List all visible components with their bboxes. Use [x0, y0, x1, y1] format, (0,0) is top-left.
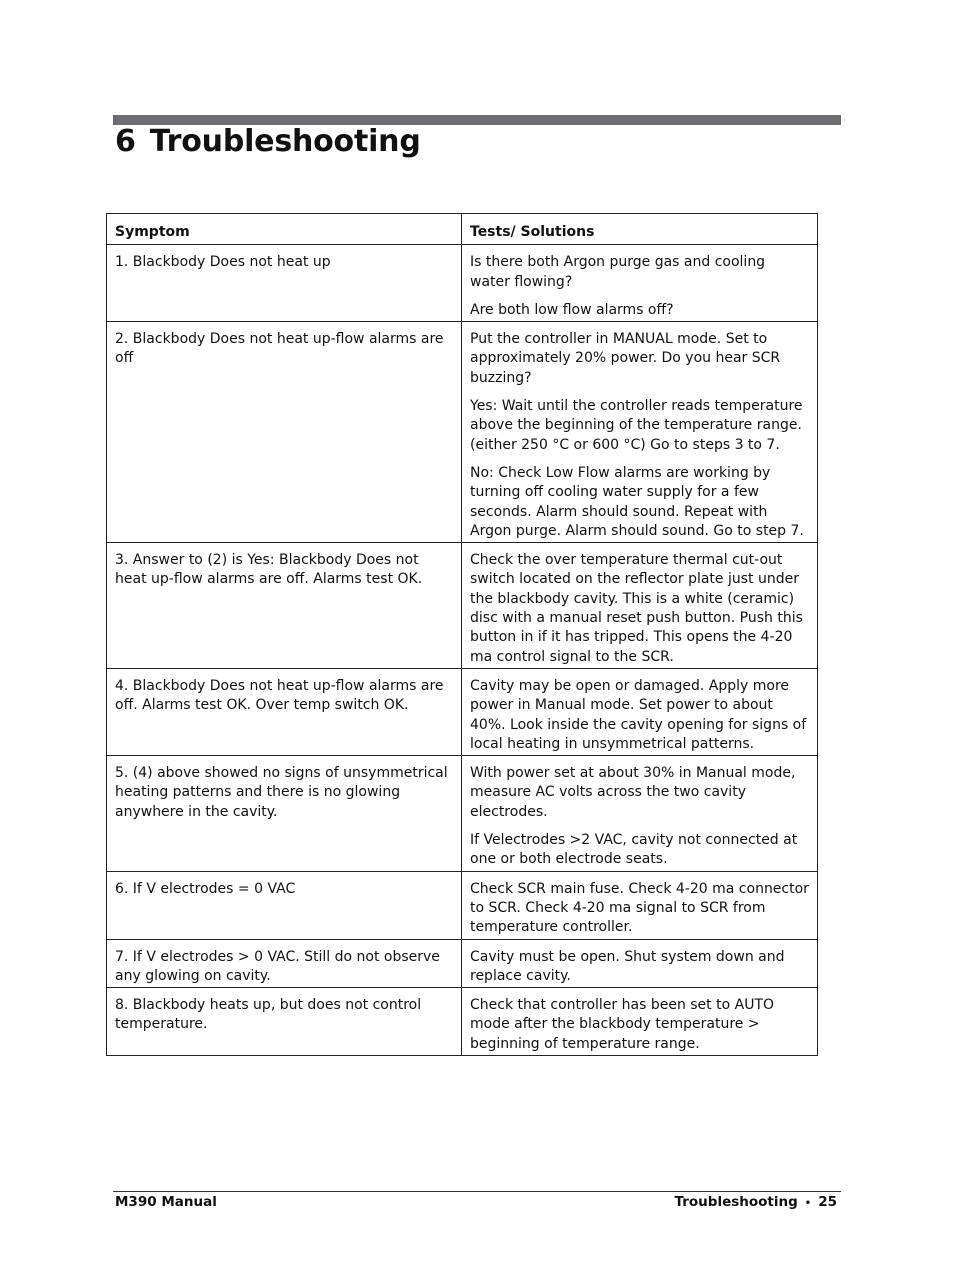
footer-page-info: [675, 1194, 837, 1210]
table-row: [107, 668, 818, 755]
solution-paragraph: Check that controller has been set to AUTO mode after the blackbody temperature > beginning of temperature range.: [470, 997, 775, 1052]
table-row: [107, 988, 818, 1056]
solution-cell: [462, 756, 818, 871]
solution-cell: [462, 668, 818, 755]
table-row: [107, 322, 818, 543]
solution-cell: [462, 322, 818, 543]
solution-paragraph: Yes: Wait until the controller reads temperature above the beginning of the temperature range. (either 250 °C or 600 °C) Go to steps 3 to 7.: [470, 398, 803, 453]
solution-paragraph: With power set at about 30% in Manual mode, measure AC volts across the two cavity electrodes.: [470, 765, 796, 820]
footer-rule: [113, 1191, 841, 1192]
solution-paragraph: No: Check Low Flow alarms are working by turning off cooling water supply for a few seconds. Alarm should sound. Repeat with Argon purge. Alarm should sound. Go to step 7.: [470, 464, 804, 539]
footer-manual-title: M390 Manual: [115, 1194, 217, 1210]
solution-paragraph: Check the over temperature thermal cut-out switch located on the reflector plate just under the blackbody cavity. This is a white (ceramic) disc with a manual reset push button. Push this button in if it has tripped. This opens the 4-20 ma control signal to the SCR.: [470, 552, 803, 665]
column-header-solutions: Tests/ Solutions: [462, 214, 818, 245]
table-body: [107, 245, 818, 1056]
table-row: [107, 543, 818, 669]
solution-paragraph: Put the controller in MANUAL mode. Set to approximately 20% power. Do you hear SCR buzzing?: [470, 331, 781, 386]
solution-paragraph: Cavity may be open or damaged. Apply more power in Manual mode. Set power to about 40%. Look inside the cavity opening for signs of local heating in unsymmetrical patterns.: [470, 677, 807, 752]
table-header-row: [107, 214, 818, 245]
symptom-cell: 5. (4) above showed no signs of unsymmetrical heating patterns and there is no glowing anywhere in the cavity.: [107, 756, 462, 871]
table-row: [107, 871, 818, 939]
symptom-cell: 8. Blackbody heats up, but does not control temperature.: [107, 988, 462, 1056]
symptom-cell: 7. If V electrodes > 0 VAC. Still do not observe any glowing on cavity.: [107, 939, 462, 988]
table-row: [107, 939, 818, 988]
solution-cell: [462, 245, 818, 322]
solution-cell: [462, 543, 818, 669]
solution-paragraph: Are both low flow alarms off?: [470, 301, 674, 318]
solution-paragraph: Cavity must be open. Shut system down and replace cavity.: [470, 948, 785, 984]
solution-cell: [462, 939, 818, 988]
table-row: [107, 756, 818, 871]
column-header-symptom: Symptom: [107, 214, 462, 245]
solution-paragraph: If Velectrodes >2 VAC, cavity not connected at one or both electrode seats.: [470, 832, 798, 868]
page-number: 25: [818, 1194, 837, 1210]
symptom-cell: 1. Blackbody Does not heat up: [107, 245, 462, 322]
solution-paragraph: Check SCR main fuse. Check 4-20 ma connector to SCR. Check 4-20 ma signal to SCR from temperature controller.: [470, 880, 809, 936]
solution-paragraph: Is there both Argon purge gas and cooling water flowing?: [470, 254, 766, 290]
symptom-cell: 2. Blackbody Does not heat up-flow alarms are off: [107, 322, 462, 543]
solution-cell: [462, 871, 818, 939]
symptom-cell: 4. Blackbody Does not heat up-flow alarms are off. Alarms test OK. Over temp switch OK.: [107, 668, 462, 755]
symptom-cell: 3. Answer to (2) is Yes: Blackbody Does not heat up-flow alarms are off. Alarms test OK.: [107, 543, 462, 669]
chapter-title: [115, 124, 421, 159]
chapter-number: 6: [115, 124, 136, 159]
chapter-title-text: Troubleshooting: [149, 124, 421, 159]
symptom-cell: 6. If V electrodes = 0 VAC: [107, 871, 462, 939]
solution-cell: [462, 988, 818, 1056]
table-row: [107, 245, 818, 322]
troubleshooting-table: [106, 213, 818, 1056]
footer-section: Troubleshooting: [674, 1194, 798, 1210]
footer-separator: •: [804, 1198, 812, 1209]
